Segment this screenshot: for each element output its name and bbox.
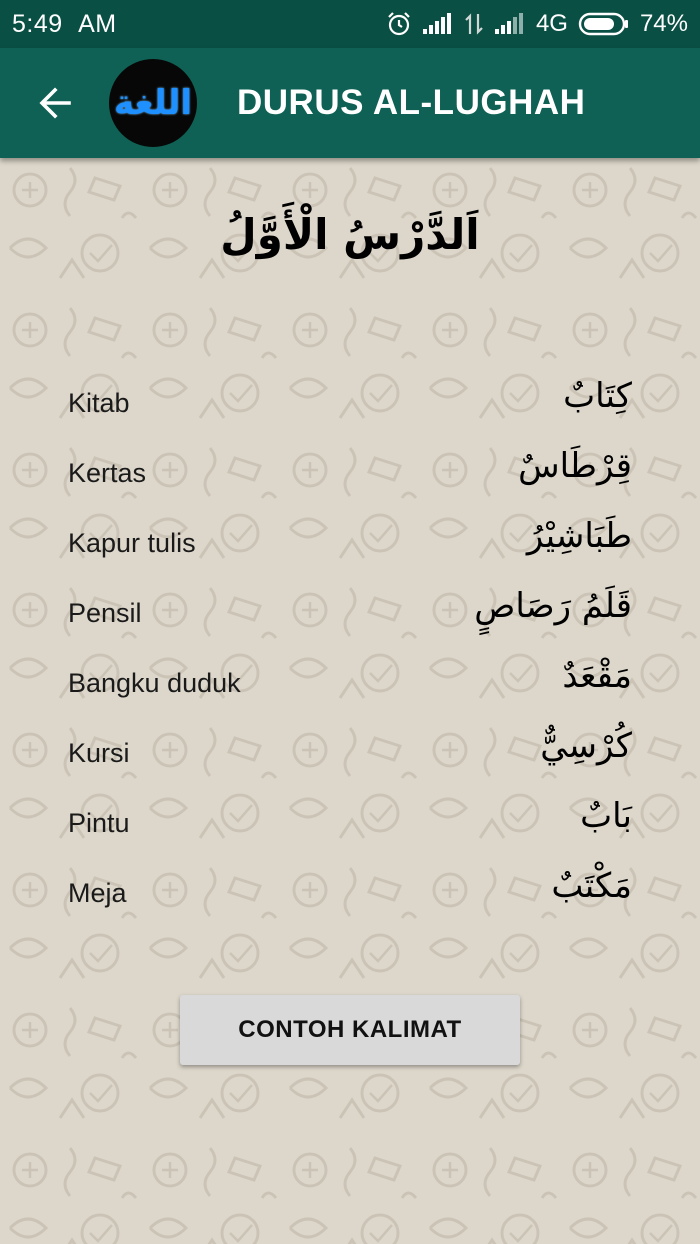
vocab-arabic: قِرْطَاسٌ — [518, 446, 632, 486]
vocab-arabic: مَكْتَبٌ — [551, 866, 632, 906]
data-transfer-icon — [464, 12, 484, 36]
signal-strength-icon — [422, 13, 454, 35]
vocab-arabic: كِتَابٌ — [563, 376, 632, 416]
vocab-item — [0, 376, 700, 446]
network-type: 4G — [535, 10, 568, 37]
vocab-meaning: Kitab — [68, 388, 130, 418]
vocab-arabic: بَابٌ — [580, 796, 632, 836]
alarm-icon — [386, 11, 412, 37]
vocab-item — [0, 866, 700, 936]
vocab-arabic: قَلَمُ رَصَاصٍ — [474, 586, 632, 626]
vocab-meaning: Meja — [68, 878, 127, 908]
vocab-item — [0, 446, 700, 516]
vocab-meaning: Kapur tulis — [68, 528, 196, 558]
vocab-meaning: Kertas — [68, 458, 147, 488]
clock-ampm: AM — [78, 9, 117, 38]
vocabulary-list — [0, 376, 700, 936]
vocab-arabic: مَقْعَدٌ — [562, 656, 632, 696]
clock-time: 5:49 — [12, 9, 63, 38]
arrow-left-icon — [38, 86, 72, 120]
page-title: DURUS AL-LUGHAH — [237, 83, 586, 122]
vocab-arabic: طَبَاشِيْرُ — [526, 516, 632, 556]
lesson-title: اَلدَّرْسُ الْأَوَّلُ — [220, 210, 480, 259]
vocab-meaning: Kursi — [68, 738, 130, 768]
app-logo-text: اللغة — [113, 83, 193, 123]
app-logo — [109, 59, 197, 147]
vocab-meaning: Pensil — [68, 598, 142, 628]
vocab-item — [0, 796, 700, 866]
battery-icon — [578, 12, 630, 36]
vocab-item — [0, 726, 700, 796]
vocab-arabic: كُرْسِيٌّ — [540, 726, 632, 766]
vocab-meaning: Bangku duduk — [68, 668, 241, 698]
app-toolbar — [0, 48, 700, 158]
back-button[interactable] — [27, 75, 83, 131]
vocab-item — [0, 586, 700, 656]
status-bar — [0, 0, 700, 48]
status-time — [12, 10, 117, 39]
lesson-content[interactable] — [0, 158, 700, 1244]
vocab-meaning: Pintu — [68, 808, 130, 838]
vocab-item — [0, 656, 700, 726]
signal-strength-secondary-icon — [494, 13, 526, 35]
battery-percent: 74% — [639, 10, 688, 37]
vocab-item — [0, 516, 700, 586]
example-sentences-button[interactable]: CONTOH KALIMAT — [180, 995, 520, 1065]
status-icons — [386, 10, 688, 38]
